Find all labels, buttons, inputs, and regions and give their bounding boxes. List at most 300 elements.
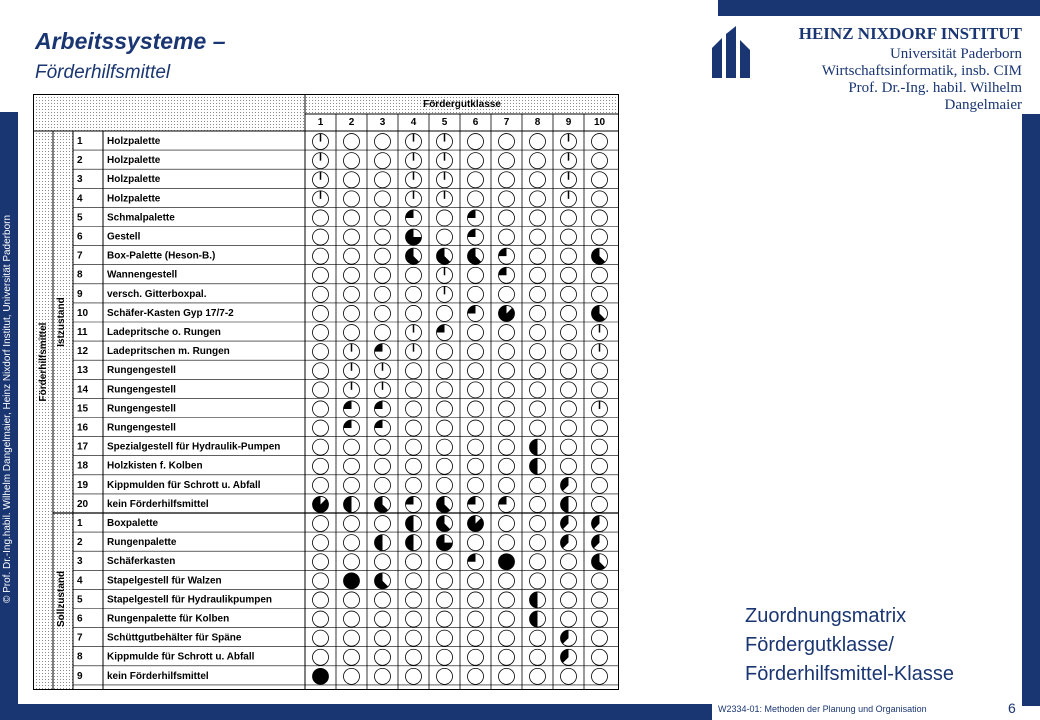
- rating-circle: [468, 630, 484, 646]
- logo-line-1: HEINZ NIXDORF INSTITUT: [798, 24, 1022, 43]
- row-label: kein Förderhilfsmittel: [107, 670, 209, 682]
- rating-circle: [437, 382, 453, 398]
- rating-circle: [344, 248, 360, 264]
- rating-circle: [375, 286, 391, 302]
- rating-circle: [468, 573, 484, 589]
- rating-circle: [499, 172, 515, 188]
- row-number: 6: [77, 613, 83, 625]
- row-label: Rungenpalette: [107, 537, 177, 549]
- rating-slice: [468, 210, 476, 218]
- column-header: 2: [348, 117, 355, 128]
- rating-circle: [561, 439, 577, 455]
- rating-circle: [468, 267, 484, 283]
- rating-slice: [468, 305, 476, 313]
- row-label: Rungengestell: [107, 403, 176, 415]
- slide-subtitle: Förderhilfsmittel: [35, 62, 171, 83]
- row-group-label: Förderhilfsmittel: [38, 322, 49, 402]
- rating-circle: [313, 229, 329, 245]
- column-header: 5: [441, 117, 448, 128]
- rating-circle: [313, 554, 329, 570]
- rating-circle: [592, 134, 608, 150]
- rating-circle: [344, 668, 360, 684]
- rating-circle: [468, 286, 484, 302]
- rating-circle: [406, 668, 422, 684]
- rating-circle: [437, 611, 453, 627]
- rating-circle: [592, 153, 608, 169]
- row-label: Box-Palette (Heson-B.): [107, 250, 216, 262]
- rating-circle: [437, 210, 453, 226]
- rating-circle: [561, 554, 577, 570]
- rating-circle: [499, 668, 515, 684]
- rating-slice: [468, 554, 476, 562]
- rating-circle: [468, 363, 484, 379]
- rating-circle: [530, 382, 546, 398]
- row-number: 3: [77, 174, 83, 186]
- rating-circle: [313, 649, 329, 665]
- rating-circle: [406, 382, 422, 398]
- rating-circle: [592, 439, 608, 455]
- rating-circle: [406, 573, 422, 589]
- rating-circle: [437, 668, 453, 684]
- row-label: Wannengestell: [107, 269, 178, 281]
- rating-circle: [499, 210, 515, 226]
- rating-circle: [530, 535, 546, 551]
- rating-circle: [437, 305, 453, 321]
- rating-circle: [592, 210, 608, 226]
- rating-circle: [499, 439, 515, 455]
- rating-circle: [530, 153, 546, 169]
- rating-slice: [312, 496, 328, 512]
- row-number: 2: [77, 155, 83, 167]
- caption-line-3: Förderhilfsmittel-Klasse: [745, 663, 954, 685]
- bottom-bar: [0, 704, 712, 720]
- rating-circle: [499, 344, 515, 360]
- rating-circle: [344, 305, 360, 321]
- rating-circle: [468, 611, 484, 627]
- rating-circle: [344, 153, 360, 169]
- row-label: Schäfer-Kasten Gyp 17/7-2: [107, 307, 234, 319]
- rating-circle: [437, 630, 453, 646]
- rating-circle: [592, 420, 608, 436]
- rating-circle: [561, 382, 577, 398]
- rating-circle: [530, 516, 546, 532]
- rating-circle: [437, 439, 453, 455]
- rating-slice: [561, 496, 569, 512]
- rating-circle: [313, 401, 329, 417]
- column-header: 8: [534, 117, 541, 128]
- rating-circle: [313, 477, 329, 493]
- rating-circle: [437, 344, 453, 360]
- rating-circle: [406, 267, 422, 283]
- row-label: Kippmulden für Schrott u. Abfall: [107, 479, 261, 491]
- rating-circle: [313, 344, 329, 360]
- rating-circle: [561, 267, 577, 283]
- rating-circle: [530, 267, 546, 283]
- rating-circle: [561, 363, 577, 379]
- rating-slice: [468, 496, 476, 504]
- rating-slice: [406, 210, 414, 218]
- rating-slice: [375, 420, 383, 428]
- rating-circle: [530, 229, 546, 245]
- rating-circle: [561, 325, 577, 341]
- rating-circle: [344, 286, 360, 302]
- rating-circle: [406, 363, 422, 379]
- rating-slice: [530, 439, 538, 455]
- rating-circle: [313, 516, 329, 532]
- rating-circle: [344, 649, 360, 665]
- rating-circle: [561, 592, 577, 608]
- rating-circle: [406, 420, 422, 436]
- rating-circle: [499, 630, 515, 646]
- logo-line-3: Wirtschaftsinformatik, insb. CIM: [821, 63, 1022, 79]
- rating-circle: [437, 229, 453, 245]
- row-label: Schmalpalette: [107, 212, 175, 224]
- rating-slice: [344, 496, 352, 512]
- rating-circle: [499, 401, 515, 417]
- rating-circle: [499, 382, 515, 398]
- rating-circle: [592, 668, 608, 684]
- column-header: 6: [472, 117, 479, 128]
- rating-circle: [530, 248, 546, 264]
- rating-circle: [592, 363, 608, 379]
- rating-circle: [406, 592, 422, 608]
- rating-circle: [437, 477, 453, 493]
- rating-circle: [375, 229, 391, 245]
- rating-circle: [406, 401, 422, 417]
- rating-circle: [530, 554, 546, 570]
- rating-circle: [499, 286, 515, 302]
- rating-circle: [313, 210, 329, 226]
- rating-circle: [313, 573, 329, 589]
- rating-circle: [313, 420, 329, 436]
- rating-circle: [375, 134, 391, 150]
- rating-slice: [530, 458, 538, 474]
- rating-circle: [313, 439, 329, 455]
- rating-circle: [406, 649, 422, 665]
- rating-circle: [561, 286, 577, 302]
- row-number: 6: [77, 231, 83, 243]
- rating-circle: [592, 458, 608, 474]
- institute-logo: [772, 24, 1022, 114]
- rating-circle: [499, 458, 515, 474]
- row-label: Rungengestell: [107, 365, 176, 377]
- rating-slice: [375, 535, 383, 551]
- rating-circle: [468, 649, 484, 665]
- rating-circle: [344, 229, 360, 245]
- rating-slice: [406, 516, 414, 532]
- rating-slice: [406, 535, 414, 551]
- rating-circle: [592, 191, 608, 207]
- rating-circle: [468, 439, 484, 455]
- rating-circle: [313, 611, 329, 627]
- rating-circle: [344, 134, 360, 150]
- row-number: 8: [77, 651, 83, 663]
- column-header: 4: [410, 117, 417, 128]
- row-label: Holzpalette: [107, 136, 161, 147]
- row-label: Holzpalette: [107, 155, 161, 167]
- row-label: Ladepritsche o. Rungen: [107, 327, 221, 338]
- footer-text: W2334-01: Methoden der Planung und Organisation: [718, 704, 927, 714]
- rating-circle: [499, 229, 515, 245]
- rating-slice: [499, 496, 507, 504]
- rating-circle: [592, 611, 608, 627]
- rating-full: [499, 554, 515, 570]
- rating-full: [344, 573, 360, 589]
- rating-circle: [499, 191, 515, 207]
- rating-circle: [344, 191, 360, 207]
- rating-circle: [561, 668, 577, 684]
- row-number: 18: [77, 460, 89, 472]
- column-header: 7: [503, 117, 510, 128]
- rating-circle: [468, 325, 484, 341]
- row-number: 19: [77, 479, 89, 491]
- rating-circle: [344, 267, 360, 283]
- rating-circle: [499, 420, 515, 436]
- rating-circle: [530, 325, 546, 341]
- rating-circle: [468, 458, 484, 474]
- row-number: 1: [77, 136, 83, 147]
- row-number: 16: [77, 422, 89, 434]
- caption-line-2: Fördergutklasse/: [745, 634, 894, 656]
- logo-line-2: Universität Paderborn: [889, 46, 1022, 62]
- row-number: 4: [77, 575, 83, 587]
- copyright-text: © Prof. Dr.-Ing.habil. Wilhelm Dangelmaier, Heinz Nixdorf Institut, Universität Paderborn: [2, 214, 13, 604]
- row-label: Stapelgestell für Hydraulikpumpen: [107, 594, 273, 606]
- rating-circle: [375, 516, 391, 532]
- rating-slice: [530, 592, 538, 608]
- row-group-bg: [33, 131, 53, 690]
- rating-circle: [406, 630, 422, 646]
- rating-circle: [344, 535, 360, 551]
- rating-circle: [313, 267, 329, 283]
- rating-circle: [499, 573, 515, 589]
- rating-circle: [530, 477, 546, 493]
- row-number: 4: [77, 193, 83, 205]
- rating-circle: [561, 210, 577, 226]
- column-header: 1: [317, 117, 324, 128]
- rating-circle: [468, 477, 484, 493]
- rating-circle: [561, 401, 577, 417]
- row-number: 1: [77, 518, 83, 529]
- rating-circle: [530, 191, 546, 207]
- rating-circle: [592, 229, 608, 245]
- rating-circle: [313, 325, 329, 341]
- rating-circle: [561, 573, 577, 589]
- rating-circle: [313, 382, 329, 398]
- rating-circle: [468, 592, 484, 608]
- rating-circle: [530, 363, 546, 379]
- row-label: Stapelgestell für Walzen: [107, 575, 222, 587]
- rating-circle: [499, 153, 515, 169]
- rating-circle: [592, 286, 608, 302]
- row-number: 12: [77, 346, 89, 358]
- row-number: 9: [77, 288, 83, 300]
- rating-slice: [499, 248, 507, 256]
- page-number: 6: [1008, 700, 1016, 716]
- rating-circle: [375, 191, 391, 207]
- rating-circle: [530, 305, 546, 321]
- rating-circle: [468, 153, 484, 169]
- rating-circle: [530, 286, 546, 302]
- rating-circle: [592, 649, 608, 665]
- rating-circle: [592, 592, 608, 608]
- right-bar: [1022, 114, 1040, 706]
- rating-slice: [344, 401, 352, 409]
- rating-circle: [406, 286, 422, 302]
- rating-circle: [561, 248, 577, 264]
- row-number: 20: [77, 498, 89, 510]
- assignment-matrix: [33, 94, 619, 690]
- rating-circle: [437, 363, 453, 379]
- rating-circle: [437, 420, 453, 436]
- rating-circle: [561, 229, 577, 245]
- row-number: 7: [77, 632, 83, 644]
- rating-circle: [530, 172, 546, 188]
- rating-circle: [375, 172, 391, 188]
- rating-circle: [313, 630, 329, 646]
- matrix-caption: [745, 602, 954, 689]
- rating-circle: [530, 401, 546, 417]
- row-number: 9: [77, 670, 83, 682]
- rating-circle: [406, 554, 422, 570]
- rating-circle: [375, 554, 391, 570]
- rating-circle: [592, 630, 608, 646]
- rating-circle: [375, 611, 391, 627]
- rating-circle: [313, 458, 329, 474]
- rating-circle: [344, 210, 360, 226]
- rating-circle: [313, 363, 329, 379]
- row-number: 14: [77, 384, 89, 396]
- institute-logo-icon: [708, 26, 756, 82]
- rating-circle: [406, 458, 422, 474]
- row-number: 7: [77, 250, 83, 262]
- rating-circle: [344, 611, 360, 627]
- row-number: 5: [77, 594, 83, 606]
- rating-circle: [530, 649, 546, 665]
- rating-circle: [468, 382, 484, 398]
- column-header: 10: [593, 117, 606, 128]
- rating-circle: [499, 649, 515, 665]
- rating-circle: [344, 516, 360, 532]
- row-label: Gestell: [107, 231, 141, 243]
- row-label: Rungengestell: [107, 384, 176, 396]
- rating-circle: [375, 267, 391, 283]
- rating-circle: [468, 401, 484, 417]
- row-label: versch. Gitterboxpal.: [107, 288, 207, 300]
- row-label: Holzpalette: [107, 193, 161, 205]
- caption-line-1: Zuordnungsmatrix: [745, 605, 907, 627]
- state-group-label: Istzustand: [56, 297, 67, 347]
- row-label: Ladepritschen m. Rungen: [107, 346, 230, 358]
- rating-circle: [437, 649, 453, 665]
- rating-circle: [406, 305, 422, 321]
- rating-circle: [499, 611, 515, 627]
- rating-slice: [437, 325, 445, 333]
- row-label: Rungengestell: [107, 422, 176, 434]
- rating-circle: [592, 172, 608, 188]
- rating-circle: [468, 668, 484, 684]
- rating-circle: [313, 592, 329, 608]
- row-label: Rungenpalette für Kolben: [107, 613, 230, 625]
- row-number: 11: [77, 327, 88, 338]
- rating-circle: [530, 573, 546, 589]
- rating-circle: [592, 496, 608, 512]
- rating-circle: [530, 496, 546, 512]
- rating-circle: [406, 477, 422, 493]
- row-number: 3: [77, 556, 83, 568]
- row-label: Kippmulde für Schrott u. Abfall: [107, 651, 255, 663]
- rating-circle: [375, 153, 391, 169]
- column-header: 3: [379, 117, 386, 128]
- rating-circle: [499, 134, 515, 150]
- rating-circle: [530, 344, 546, 360]
- row-label: Holzkisten f. Kolben: [107, 460, 203, 472]
- row-label: Spezialgestell für Hydraulik-Pumpen: [107, 441, 281, 453]
- rating-circle: [561, 344, 577, 360]
- row-number: 15: [77, 403, 89, 415]
- rating-slice: [499, 267, 507, 275]
- rating-circle: [344, 439, 360, 455]
- rating-slice: [375, 401, 383, 409]
- rating-circle: [375, 439, 391, 455]
- rating-circle: [530, 630, 546, 646]
- rating-slice: [530, 611, 538, 627]
- rating-circle: [468, 191, 484, 207]
- row-number: 8: [77, 269, 83, 281]
- rating-slice: [375, 344, 383, 352]
- rating-circle: [313, 286, 329, 302]
- rating-circle: [406, 439, 422, 455]
- row-number: 5: [77, 212, 83, 224]
- rating-circle: [437, 573, 453, 589]
- logo-line-4: Prof. Dr.-Ing. habil. Wilhelm Dangelmaier: [848, 80, 1022, 113]
- rating-slice: [406, 496, 414, 504]
- rating-circle: [406, 611, 422, 627]
- row-label: Holzpalette: [107, 174, 161, 186]
- rating-circle: [344, 458, 360, 474]
- rating-circle: [437, 554, 453, 570]
- row-label: Schüttgutbehälter für Späne: [107, 632, 242, 644]
- rating-circle: [592, 573, 608, 589]
- rating-circle: [313, 535, 329, 551]
- rating-slice: [468, 229, 476, 237]
- row-label: Boxpalette: [107, 518, 159, 529]
- rating-circle: [344, 592, 360, 608]
- rating-circle: [530, 134, 546, 150]
- rating-circle: [592, 382, 608, 398]
- header-fordergutklasse: Fördergutklasse: [423, 99, 501, 110]
- top-bar: [718, 0, 1040, 16]
- rating-circle: [561, 458, 577, 474]
- row-number: 10: [77, 307, 89, 319]
- rating-circle: [530, 210, 546, 226]
- rating-circle: [592, 267, 608, 283]
- row-number: 13: [77, 365, 89, 377]
- row-number: 2: [77, 537, 83, 549]
- rating-circle: [561, 420, 577, 436]
- rating-circle: [530, 668, 546, 684]
- rating-circle: [530, 420, 546, 436]
- column-header: 9: [565, 117, 572, 128]
- slide-title: Arbeitssysteme –: [35, 28, 226, 54]
- rating-circle: [561, 611, 577, 627]
- rating-circle: [499, 477, 515, 493]
- rating-circle: [375, 630, 391, 646]
- rating-circle: [468, 134, 484, 150]
- rating-circle: [375, 210, 391, 226]
- rating-full: [313, 668, 329, 684]
- rating-circle: [375, 325, 391, 341]
